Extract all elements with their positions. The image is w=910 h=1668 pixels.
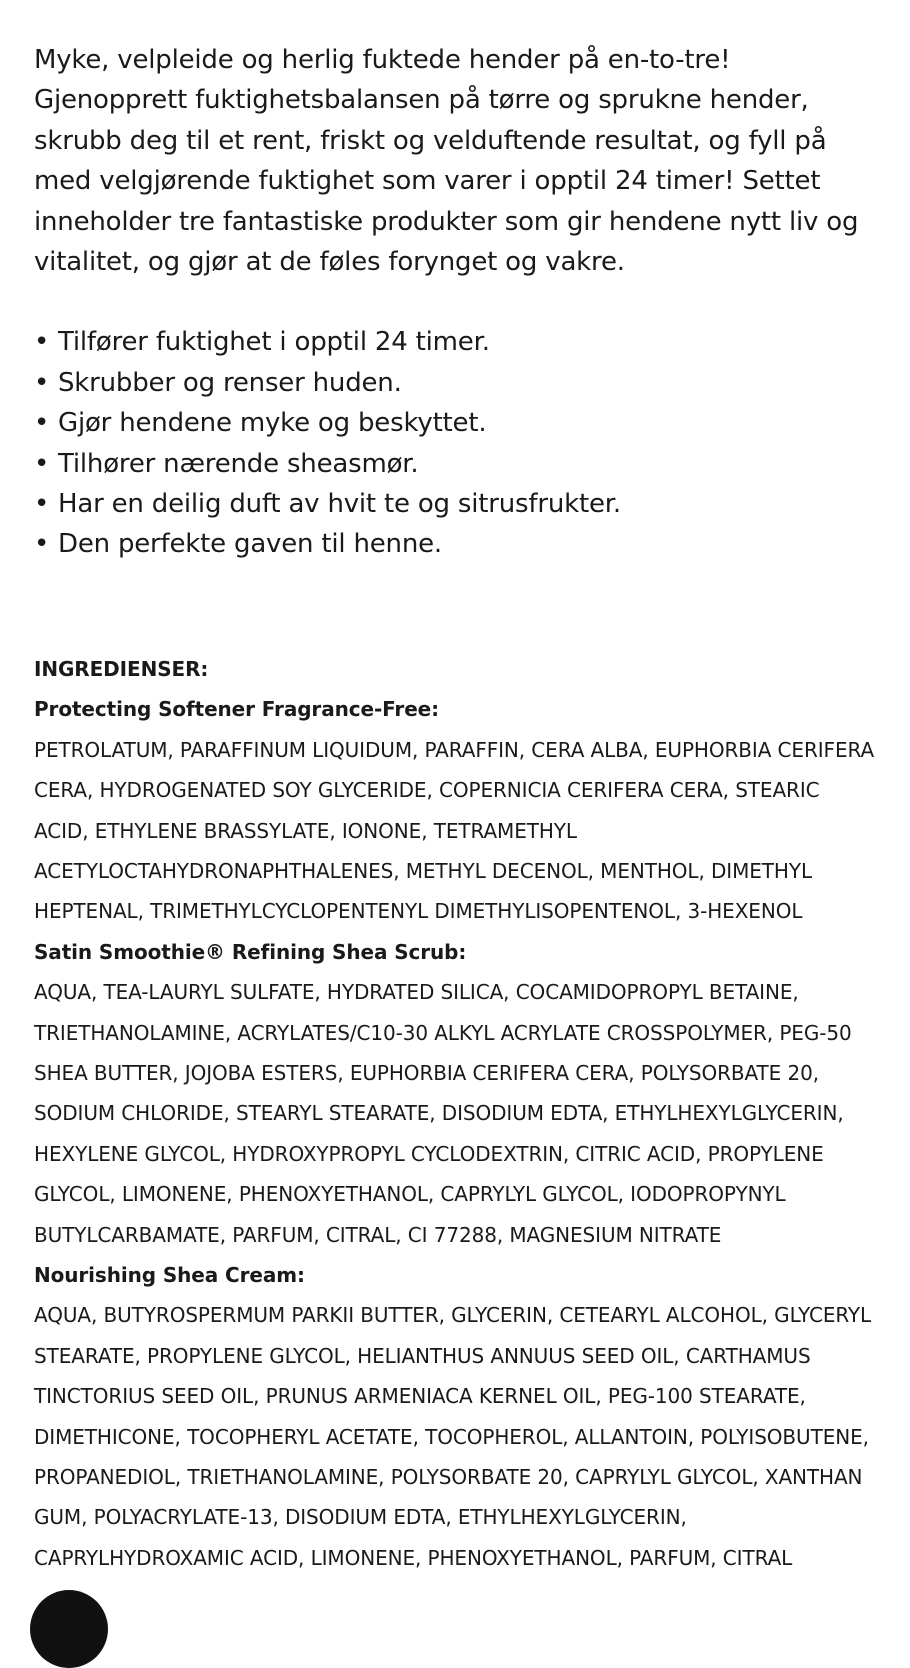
ingredients-heading: INGREDIENSER: xyxy=(34,656,209,681)
ingredient-list: AQUA, BUTYROSPERMUM PARKII BUTTER, GLYCERIN, CETEARYL ALCOHOL, GLYCERYL STEARATE, PROPYLENE GLYCOL, HELIANTHUS ANNUUS SEED OIL, CARTHAMUS TINCTORIUS SEED OIL, PRUNUS ARMENIACA KERNEL OIL, PEG-100 STEARATE, DIMETHICONE, TOCOPHERYL ACETATE, TOCOPHEROL, ALLANTOIN, POLYISOBUTENE, PROPANEDIOL, TRIETHANOLAMINE, POLYSORBATE 20, CAPRYLYL GLYCOL, XANTHAN GUM, POLYACRYLATE-13, DISODIUM EDTA, ETHYLHEXYLGLYCERIN, CAPRYLHYDROXAMIC ACID, LIMONENE, PHENOXYETHANOL, PARFUM, CITRAL xyxy=(34,1303,872,1570)
benefit-item: • Har en deilig duft av hvit te og sitrusfrukter. xyxy=(34,484,876,524)
benefit-list xyxy=(34,322,876,564)
benefit-item: • Skrubber og renser huden. xyxy=(34,363,876,403)
product-name: Nourishing Shea Cream: xyxy=(34,1262,305,1287)
ingredients-section xyxy=(34,649,876,1578)
floating-action-button[interactable] xyxy=(30,1590,108,1668)
benefit-item: • Tilfører fuktighet i opptil 24 timer. xyxy=(34,322,876,362)
product-description xyxy=(34,40,876,1578)
ingredient-list: PETROLATUM, PARAFFINUM LIQUIDUM, PARAFFIN, CERA ALBA, EUPHORBIA CERIFERA CERA, HYDROGENATED SOY GLYCERIDE, COPERNICIA CERIFERA CERA, STEARIC ACID, ETHYLENE BRASSYLATE, IONONE, TETRAMETHYL ACETYLOCTAHYDRONAPHTHALENES, METHYL DECENOL, MENTHOL, DIMETHYL HEPTENAL, TRIMETHYLCYCLOPENTENYL DIMETHYLISOPENTENOL, 3-HEXENOL xyxy=(34,737,875,924)
benefit-item: • Gjør hendene myke og beskyttet. xyxy=(34,403,876,443)
ingredient-list: AQUA, TEA-LAURYL SULFATE, HYDRATED SILICA, COCAMIDOPROPYL BETAINE, TRIETHANOLAMINE, ACRYLATES/C10-30 ALKYL ACRYLATE CROSSPOLYMER, PEG-50 SHEA BUTTER, JOJOBA ESTERS, EUPHORBIA CERIFERA CERA, POLYSORBATE 20, SODIUM CHLORIDE, STEARYL STEARATE, DISODIUM EDTA, ETHYLHEXYLGLYCERIN, HEXYLENE GLYCOL, HYDROXYPROPYL CYCLODEXTRIN, CITRIC ACID, PROPYLENE GLYCOL, LIMONENE, PHENOXYETHANOL, CAPRYLYL GLYCOL, IODOPROPYNYL BUTYLCARBAMATE, PARFUM, CITRAL, CI 77288, MAGNESIUM NITRATE xyxy=(34,980,852,1247)
product-name: Protecting Softener Fragrance-Free: xyxy=(34,697,440,722)
benefit-item: • Den perfekte gaven til henne. xyxy=(34,524,876,564)
product-name: Satin Smoothie® Refining Shea Scrub: xyxy=(34,939,467,964)
benefit-item: • Tilhører nærende sheasmør. xyxy=(34,444,876,484)
intro-paragraph: Myke, velpleide og herlig fuktede hender på en-to-tre! Gjenopprett fuktighetsbalansen på tørre og sprukne hender, skrubb deg til et rent, friskt og velduftende resultat, og fyll på med velgjørende fuktighet som varer i opptil 24 timer! Settet inneholder tre fantastiske produkter som gir hendene nytt liv og vitalitet, og gjør at de føles forynget og vakre. xyxy=(34,45,859,278)
